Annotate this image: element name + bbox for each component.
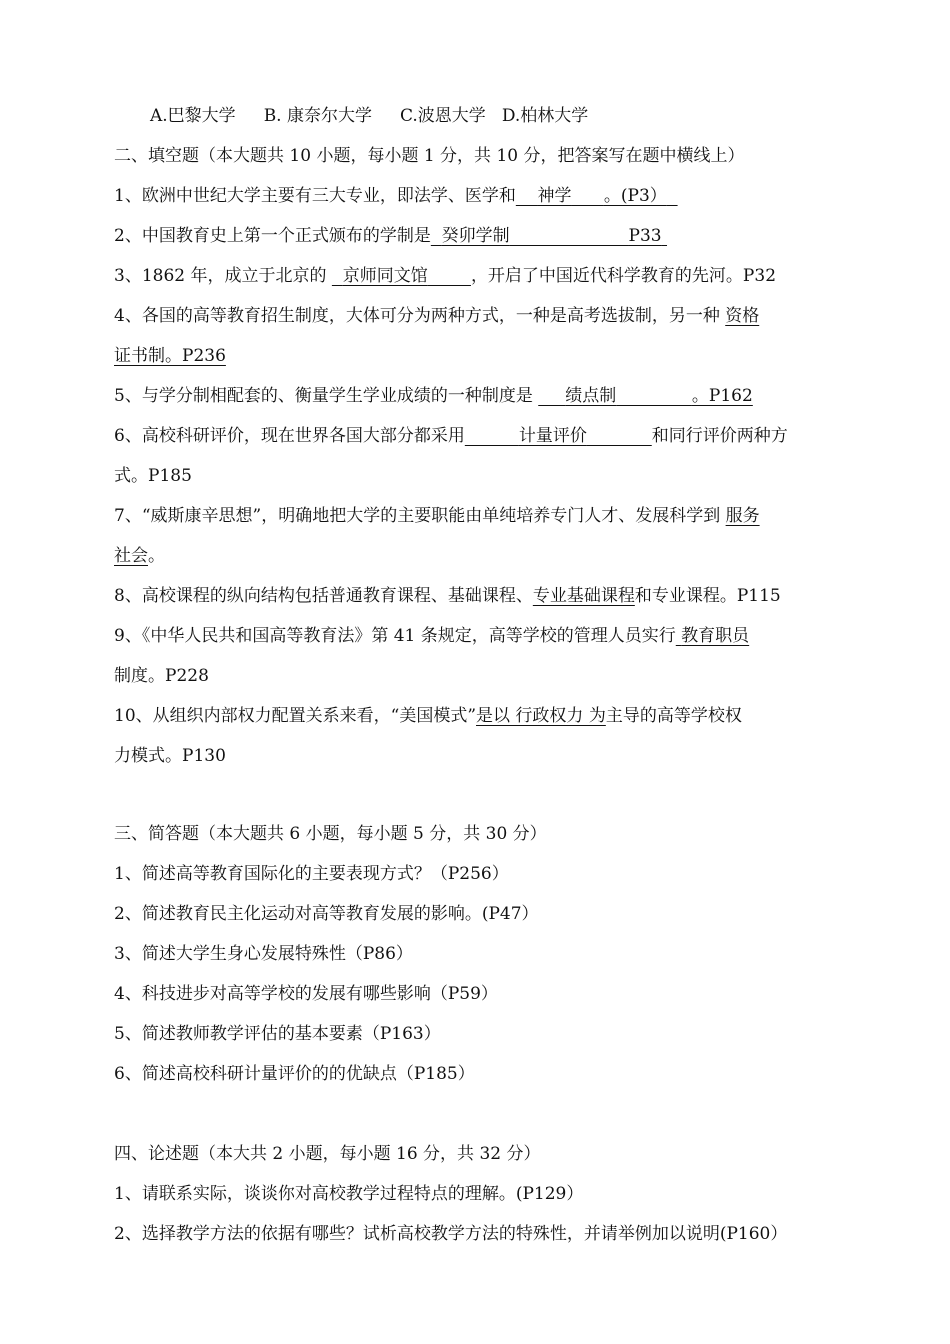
essay-item: 2、选择教学方法的依据有哪些？试析高校教学方法的特殊性，并请举例加以说明(P160）	[114, 1224, 788, 1244]
fill-item-10-cont: 力模式。P130	[114, 746, 226, 766]
answer-blank: 证书制。P236	[114, 346, 226, 366]
short-answer-item: 5、简述教师教学评估的基本要素（P163）	[114, 1024, 441, 1044]
option-b: B. 康奈尔大学	[263, 106, 372, 126]
fill-item-6-cont: 式。P185	[114, 466, 192, 486]
short-answer-item: 4、科技进步对高等学校的发展有哪些影响（P59）	[114, 984, 498, 1004]
option-d: D.柏林大学	[501, 106, 589, 126]
fill-item-4-cont	[114, 344, 226, 368]
fill-item-5: 5、与学分制相配套的、衡量学生学业成绩的一种制度是 绩点制 。P162	[114, 386, 753, 406]
fill-item-2: 2、中国教育史上第一个正式颁布的学制是 癸卯学制 P33	[114, 224, 667, 248]
fill-item-7: 7、“威斯康辛思想”，明确地把大学的主要职能由单纯培养专门人才、发展科学到 服务	[114, 506, 760, 526]
fill-item-3: 3、1862 年，成立于北京的 京师同文馆 ，开启了中国近代科学教育的先河。P32	[114, 266, 777, 286]
fill-item-4: 4、各国的高等教育招生制度，大体可分为两种方式，一种是高考选拔制，另一种 资格	[114, 306, 760, 326]
answer-blank: 社会	[114, 546, 148, 566]
answer-blank: 服务	[725, 506, 760, 526]
answer-blank: 计量评价	[518, 426, 587, 446]
essay-heading: 四、论述题（本大共 2 小题，每小题 16 分，共 32 分）	[114, 1144, 541, 1164]
fill-item-8: 8、高校课程的纵向结构包括普通教育课程、基础课程、专业基础课程和专业课程。P115	[114, 586, 781, 606]
short-answer-item: 2、简述教育民主化运动对高等教育发展的影响。(P47）	[114, 904, 539, 924]
option-c: C.波恩大学	[400, 106, 486, 126]
fill-item-9-cont: 制度。P228	[114, 666, 209, 686]
answer-blank: 资格	[725, 306, 760, 326]
short-answer-heading: 三、简答题（本大题共 6 小题，每小题 5 分，共 30 分）	[114, 824, 547, 844]
answer-blank: 是以 行政权力 为	[476, 706, 606, 726]
answer-blank: 专业基础课程	[532, 586, 635, 606]
short-answer-item: 1、简述高等教育国际化的主要表现方式？（P256）	[114, 864, 509, 884]
fill-item-6: 6、高校科研评价，现在世界各国大部分都采用 计量评价 和同行评价两种方	[114, 426, 788, 446]
fill-item-10: 10、从组织内部权力配置关系来看，“美国模式”是以 行政权力 为主导的高等学校权	[114, 706, 742, 726]
answer-blank: 癸卯学制 P33	[441, 226, 662, 246]
essay-item: 1、请联系实际，谈谈你对高校教学过程特点的理解。(P129）	[114, 1184, 584, 1204]
answer-blank: 神学 。(P3）	[537, 186, 667, 206]
answer-blank: 教育职员	[681, 626, 750, 646]
answer-blank: 绩点制 。P162	[565, 386, 753, 406]
short-answer-item: 3、简述大学生身心发展特殊性（P86）	[114, 944, 413, 964]
answer-blank: 京师同文馆	[342, 266, 428, 286]
fill-item-9: 9、《中华人民共和国高等教育法》第 41 条规定，高等学校的管理人员实行 教育职员	[114, 626, 750, 646]
short-answer-item: 6、简述高校科研计量评价的的优缺点（P185）	[114, 1064, 475, 1084]
fill-item-7-cont: 社会。	[114, 546, 165, 566]
fill-blank-heading: 二、填空题（本大题共 10 小题，每小题 1 分，共 10 分，把答案写在题中横线上）	[114, 146, 745, 166]
option-a: A.巴黎大学	[150, 106, 236, 126]
choice-options	[150, 104, 588, 128]
fill-item-1: 1、欧洲中世纪大学主要有三大专业，即法学、医学和 神学 。(P3）	[114, 184, 678, 208]
